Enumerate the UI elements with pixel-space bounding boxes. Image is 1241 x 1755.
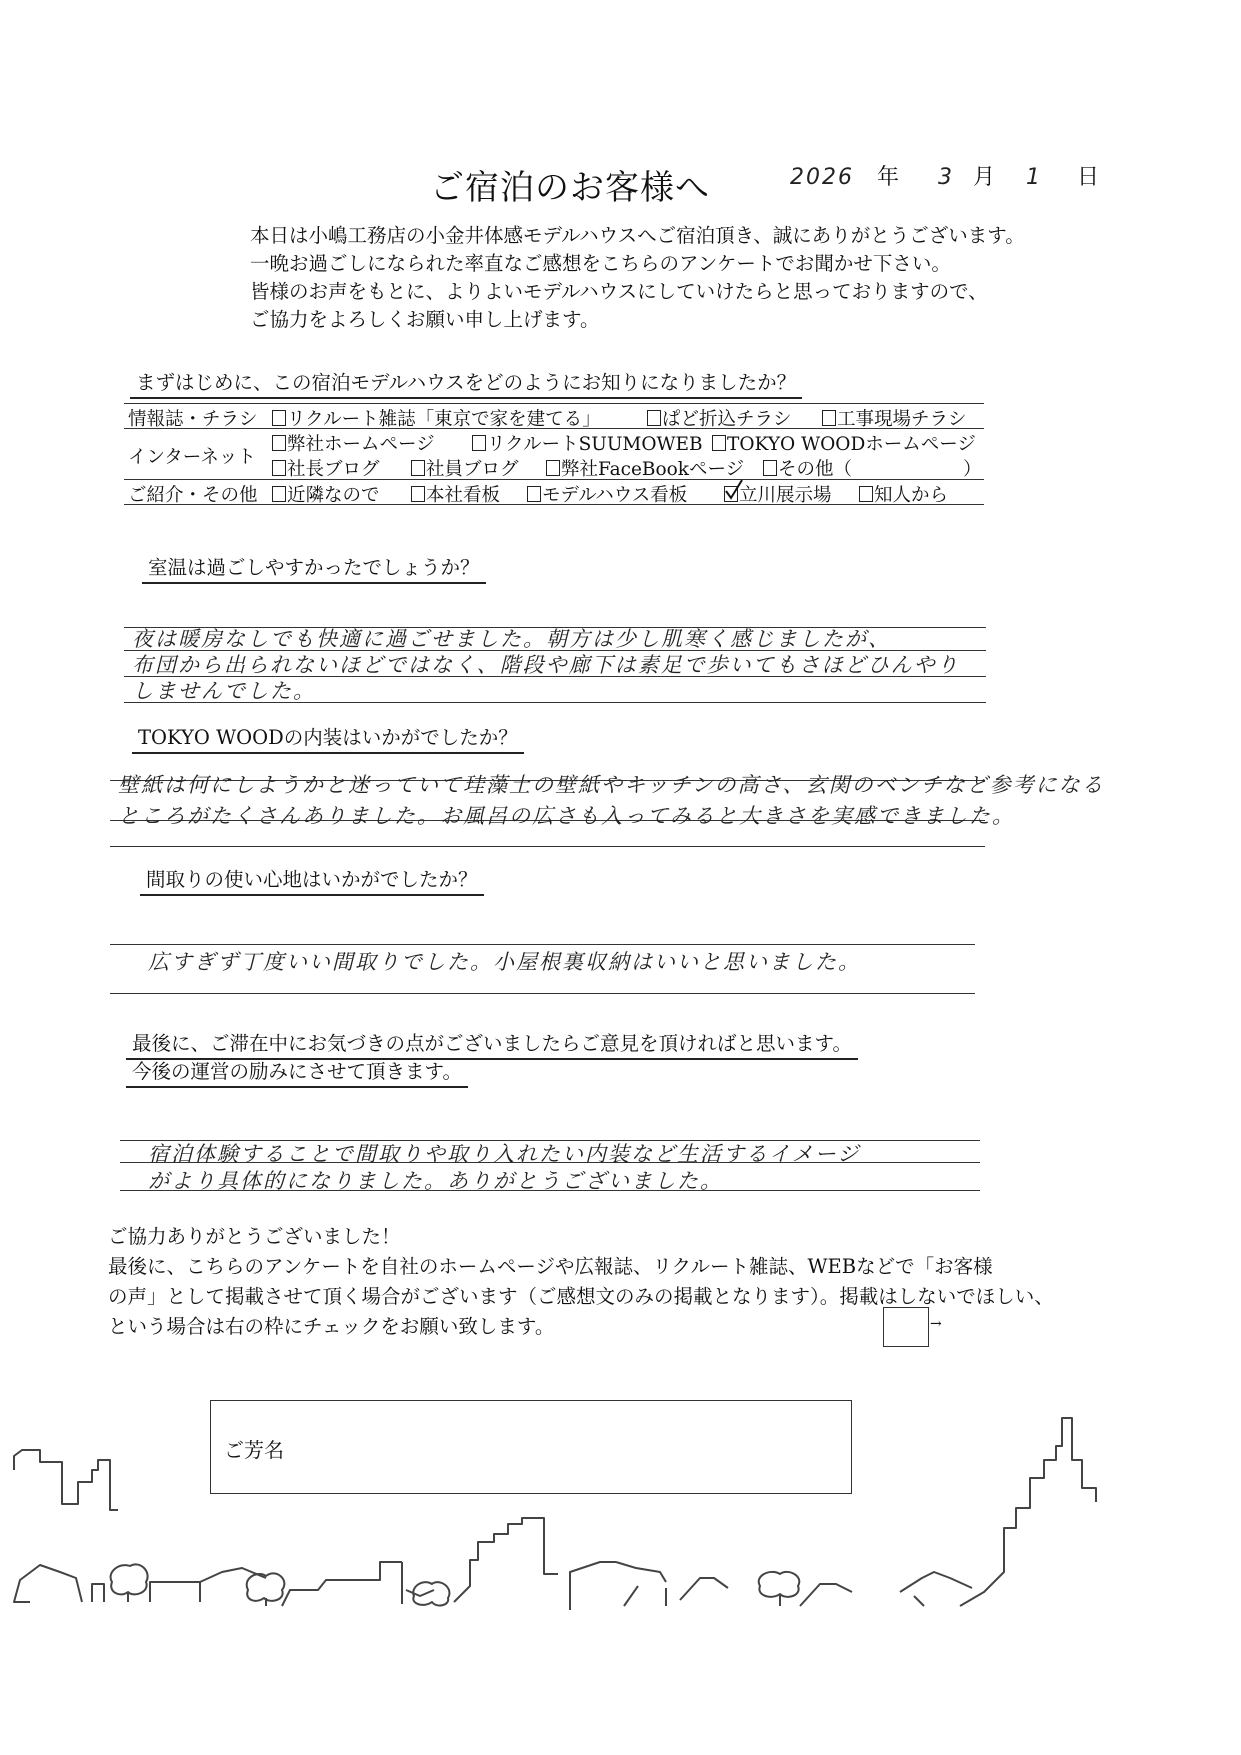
source-option[interactable]: モデルハウス看板	[527, 481, 687, 507]
source-option[interactable]: 近隣なので	[272, 481, 380, 507]
source-category: ご紹介・その他	[128, 485, 258, 506]
intro-line: 本日は小嶋工務店の小金井体感モデルハウスへご宿泊頂き、誠にありがとうございます。	[250, 224, 1025, 247]
closing-line: という場合は右の枠にチェックをお願い致します。	[108, 1315, 555, 1338]
question-feedback-note: 今後の運営の励みにさせて頂きます。	[126, 1056, 468, 1088]
checkbox-icon[interactable]	[527, 486, 541, 502]
question-floor-plan: 間取りの使い心地はいかがでしたか？	[140, 864, 484, 896]
answer-text[interactable]: ところがたくさんありました。お風呂の広さも入ってみると大きさを実感できました。	[118, 804, 1015, 828]
checkbox-icon[interactable]	[647, 410, 661, 426]
question-feedback: 最後に、ご滞在中にお気づきの点がございましたらご意見を頂ければと思います。	[126, 1028, 858, 1060]
answer-text[interactable]: 壁紙は何にしようかと迷っていて珪藻土の壁紙やキッチンの高さ、玄関のベンチなど参考になる	[118, 773, 1105, 797]
checkbox-icon[interactable]	[546, 460, 560, 476]
date-month: 3	[938, 165, 955, 190]
name-label: ご芳名	[224, 1438, 284, 1462]
date-day-unit: 日	[1077, 165, 1102, 190]
source-option[interactable]: 弊社ホームページ	[272, 430, 435, 456]
source-option[interactable]: その他（ ）	[763, 455, 982, 481]
answer-text[interactable]: 夜は暖房なしでも快適に過ごせました。朝方は少し肌寒く感じましたが、	[132, 627, 891, 651]
checkbox-icon[interactable]	[272, 460, 286, 476]
date-day: 1	[1026, 165, 1043, 190]
source-category: インターネット	[128, 447, 256, 468]
checkbox-icon[interactable]	[411, 460, 425, 476]
answer-line	[110, 846, 985, 847]
source-option[interactable]: TOKYO WOODホームページ	[712, 430, 976, 456]
checkbox-icon[interactable]	[472, 435, 486, 451]
intro-text	[250, 222, 1025, 334]
checkbox-icon[interactable]	[272, 486, 286, 502]
source-option-checked[interactable]: 立川展示場	[724, 481, 832, 507]
answer-text[interactable]: 宿泊体験することで間取りや取り入れたい内装など生活するイメージ	[148, 1142, 861, 1166]
closing-line: ご協力ありがとうございました！	[108, 1225, 401, 1248]
divider	[124, 403, 984, 404]
source-option[interactable]: 本社看板	[411, 481, 500, 507]
skyline-illustration	[0, 1310, 1120, 1610]
checkbox-icon[interactable]	[763, 460, 777, 476]
date-field[interactable]	[790, 160, 1101, 191]
date-month-unit: 月	[973, 165, 998, 190]
intro-line: 一晩お過ごしになられた率直なご感想をこちらのアンケートでお聞かせ下さい。	[250, 252, 951, 275]
answer-text[interactable]: 布団から出られないほどではなく、階段や廊下は素足で歩いてもさほどひんやり	[132, 653, 960, 677]
page-title: ご宿泊のお客様へ	[430, 168, 710, 208]
source-option[interactable]: 知人から	[859, 481, 948, 507]
checkbox-icon[interactable]	[712, 435, 726, 451]
answer-text[interactable]: しませんでした。	[132, 679, 316, 703]
arrow-icon: →	[930, 1316, 942, 1332]
date-year: 2026	[790, 165, 854, 190]
checkbox-icon[interactable]	[272, 435, 286, 451]
date-year-unit: 年	[877, 165, 902, 190]
source-option[interactable]: 工事現場チラシ	[822, 405, 967, 431]
closing-line: の声」として掲載させて頂く場合がございます（ご感想文のみの掲載となります）。掲載はしないでほしい、	[108, 1285, 1054, 1308]
answer-text[interactable]: 広すぎず丁度いい間取りでした。小屋根裏収納はいいと思いました。	[148, 950, 861, 974]
closing-line: 最後に、こちらのアンケートを自社のホームページや広報誌、リクルート雑誌、WEBなどで「お客様	[108, 1255, 993, 1278]
source-category: 情報誌・チラシ	[128, 409, 258, 430]
intro-line: ご協力をよろしくお願い申し上げます。	[250, 308, 600, 331]
answer-line	[110, 993, 975, 994]
source-option[interactable]: 社長ブログ	[272, 455, 380, 481]
source-option[interactable]: リクルートSUUMOWEB	[472, 430, 703, 456]
checkbox-icon[interactable]	[411, 486, 425, 502]
answer-line	[110, 944, 975, 945]
checkbox-icon[interactable]	[859, 486, 873, 502]
source-question-heading: まずはじめに、この宿泊モデルハウスをどのようにお知りになりましたか？	[130, 367, 802, 399]
question-room-temperature: 室温は過ごしやすかったでしょうか？	[142, 552, 486, 584]
checkbox-icon[interactable]	[822, 410, 836, 426]
answer-text[interactable]: がより具体的になりました。ありがとうございました。	[148, 1169, 723, 1193]
source-option[interactable]: リクルート雑誌「東京で家を建てる」	[272, 405, 601, 431]
checkbox-icon[interactable]	[272, 410, 286, 426]
source-option[interactable]: ぱど折込チラシ	[647, 405, 792, 431]
source-option[interactable]: 弊社FaceBookページ	[546, 455, 744, 481]
source-option[interactable]: 社員ブログ	[411, 455, 519, 481]
question-interior: TOKYO WOODの内装はいかがでしたか？	[132, 722, 524, 754]
intro-line: 皆様のお声をもとに、よりよいモデルハウスにしていけたらと思っておりますので、	[250, 280, 988, 303]
checkbox-checked-icon[interactable]	[724, 486, 738, 502]
